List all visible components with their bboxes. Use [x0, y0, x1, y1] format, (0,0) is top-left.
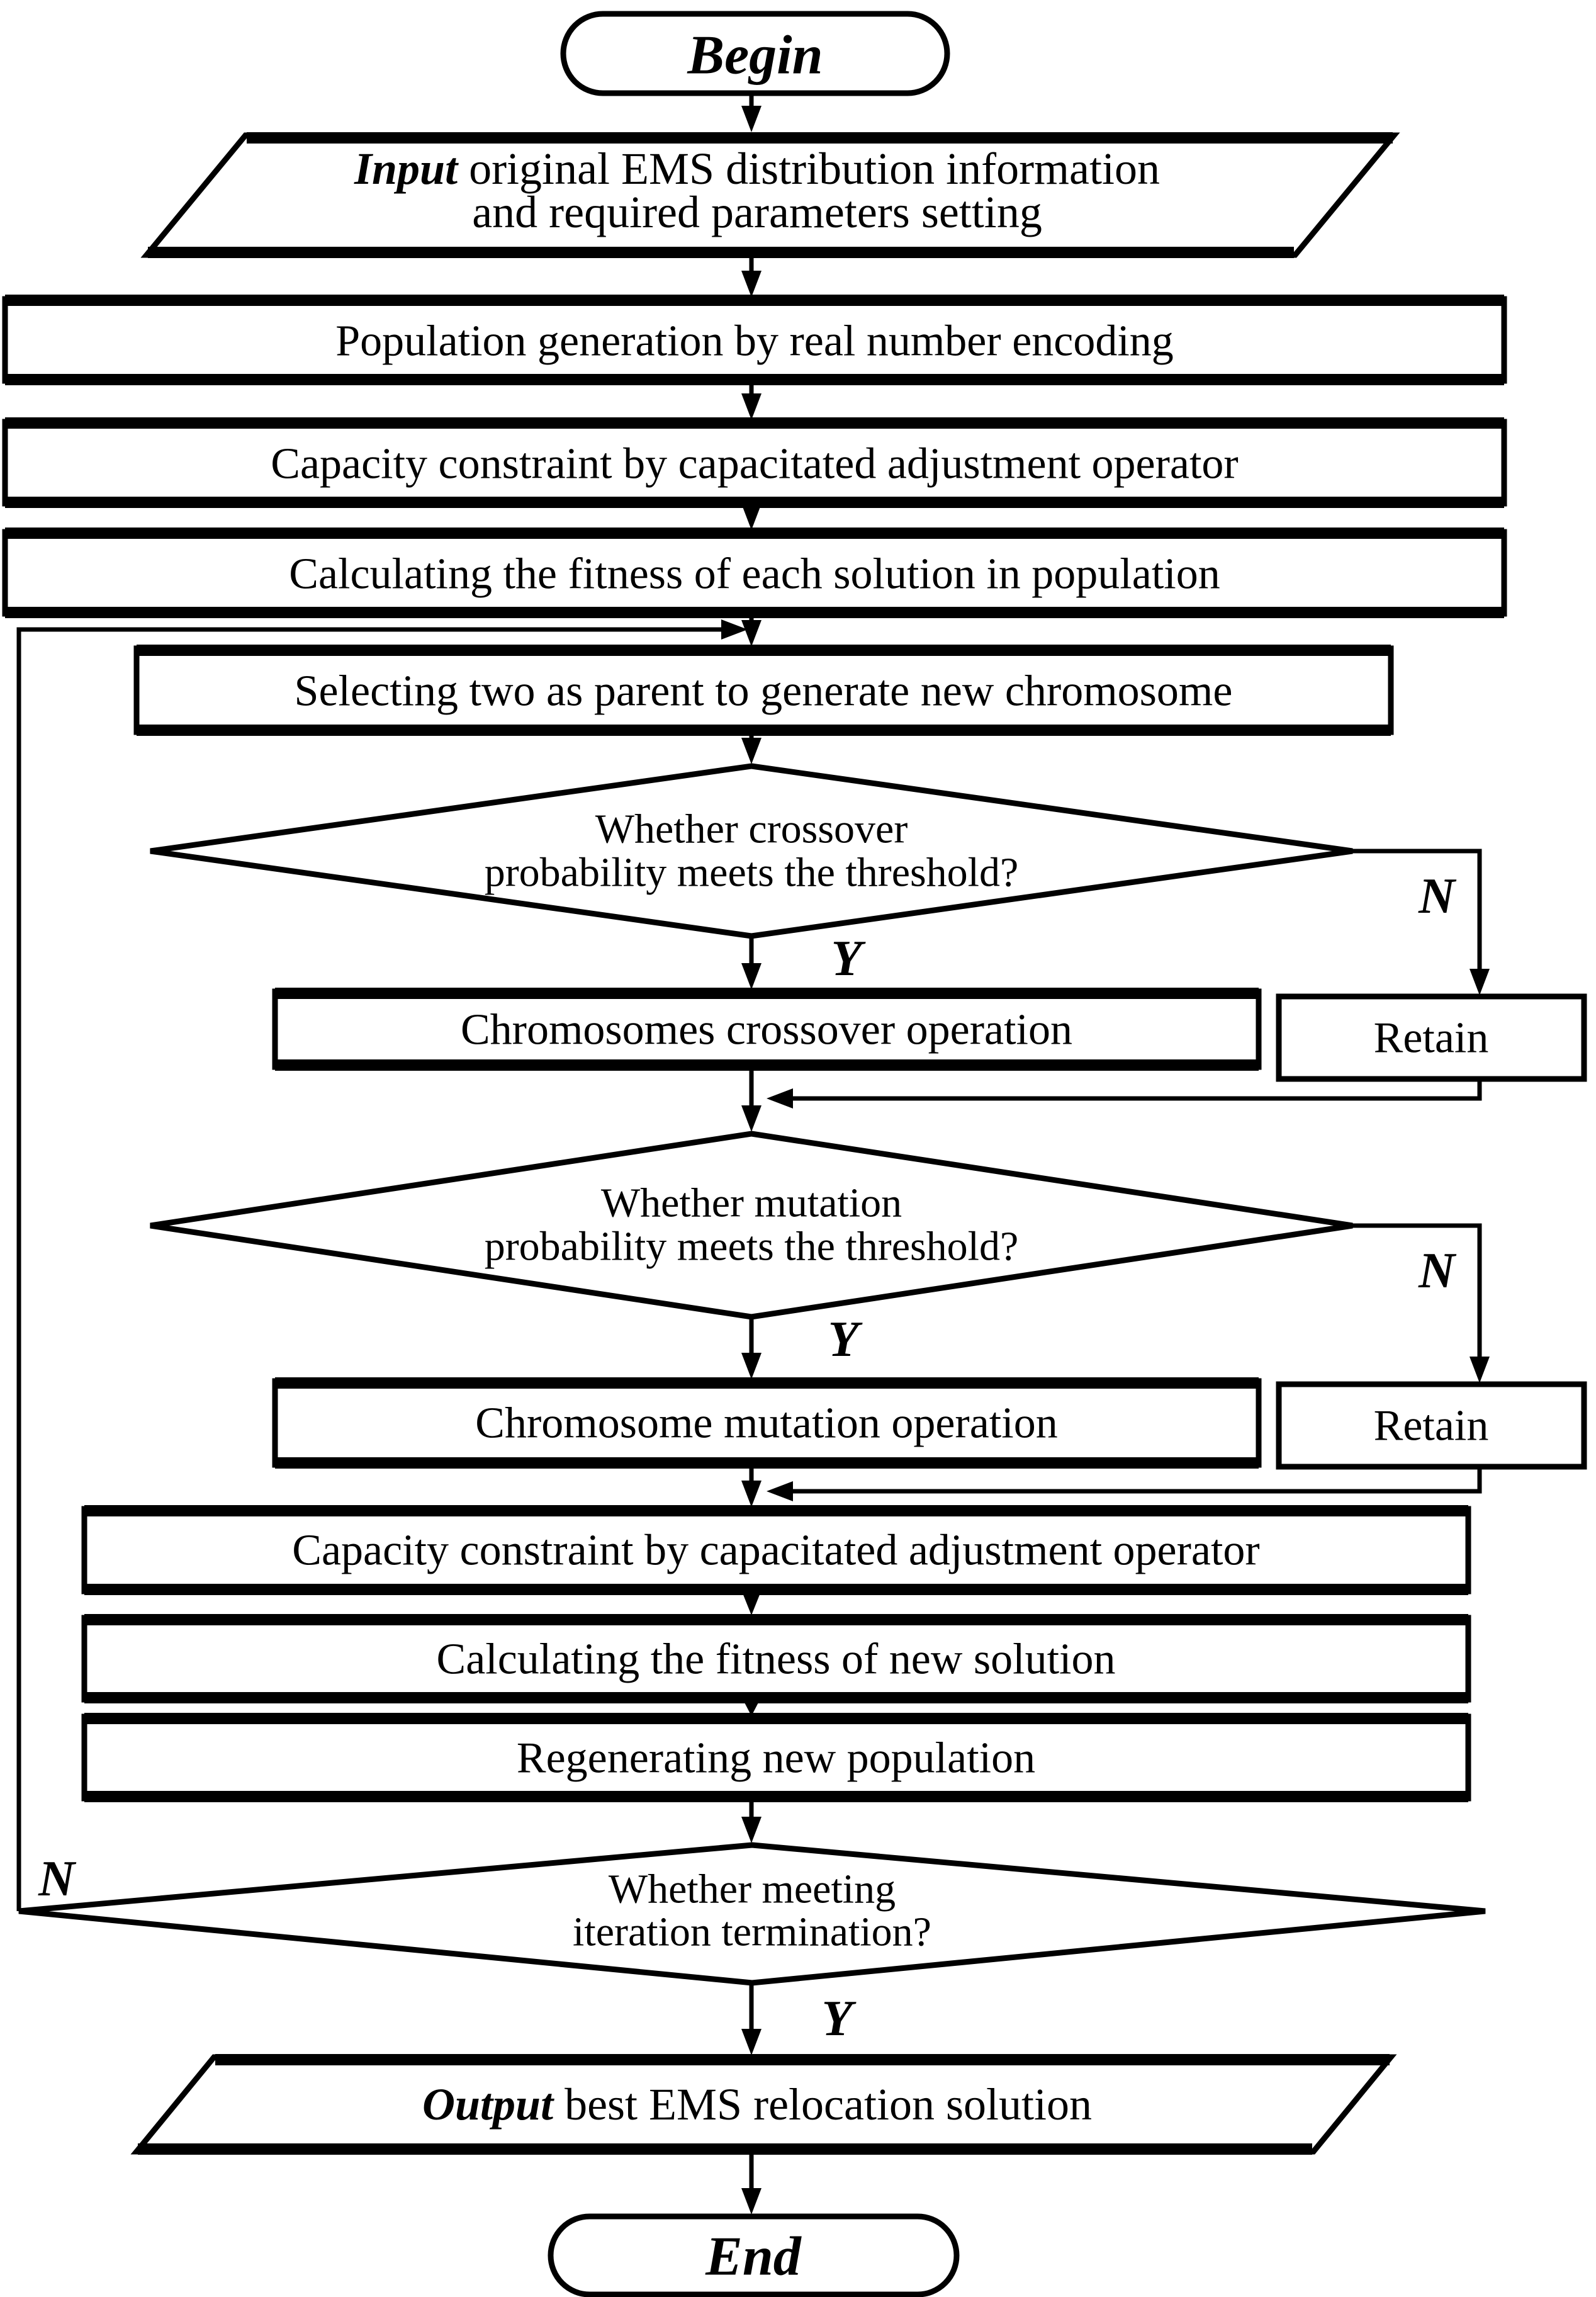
regenerate-label: Regenerating new population [516, 1734, 1036, 1783]
crossover-yes-label: Y [831, 931, 862, 986]
output-label: Output best EMS relocation solution [422, 2079, 1093, 2130]
capacity-constraint-2-label: Capacity constraint by capacitated adjustment operator [292, 1526, 1260, 1575]
mutation-operation-label: Chromosome mutation operation [475, 1399, 1058, 1448]
termination-decision-line1: Whether meeting [608, 1866, 896, 1912]
fitness-new-label: Calculating the fitness of new solution [436, 1635, 1116, 1684]
begin-label: Begin [687, 25, 823, 86]
population-generation-label: Population generation by real number encoding [335, 317, 1174, 366]
retain-2-label: Retain [1373, 1401, 1489, 1450]
mutation-decision-line1: Whether mutation [600, 1180, 902, 1226]
fitness-population-label: Calculating the fitness of each solution in population [289, 550, 1220, 599]
capacity-constraint-1-label: Capacity constraint by capacitated adjustment operator [271, 439, 1239, 488]
end-label: End [705, 2226, 801, 2288]
termination-no-label: N [38, 1851, 75, 1907]
mutation-no-label: N [1419, 1243, 1455, 1299]
crossover-decision-line1: Whether crossover [595, 806, 908, 852]
retain-1-label: Retain [1373, 1013, 1489, 1063]
crossover-decision-line2: probability meets the threshold? [484, 849, 1019, 896]
input-label-line1: Input original EMS distribution information [354, 144, 1160, 194]
crossover-operation-label: Chromosomes crossover operation [460, 1005, 1073, 1054]
mutation-decision-line2: probability meets the threshold? [484, 1223, 1019, 1270]
input-label-line2: and required parameters setting [472, 187, 1042, 237]
selection-label: Selecting two as parent to generate new chromosome [294, 667, 1233, 716]
termination-yes-label: Y [821, 1991, 853, 2046]
termination-decision-line2: iteration termination? [573, 1909, 931, 1955]
crossover-no-label: N [1419, 869, 1455, 924]
mutation-yes-label: Y [828, 1312, 859, 1367]
